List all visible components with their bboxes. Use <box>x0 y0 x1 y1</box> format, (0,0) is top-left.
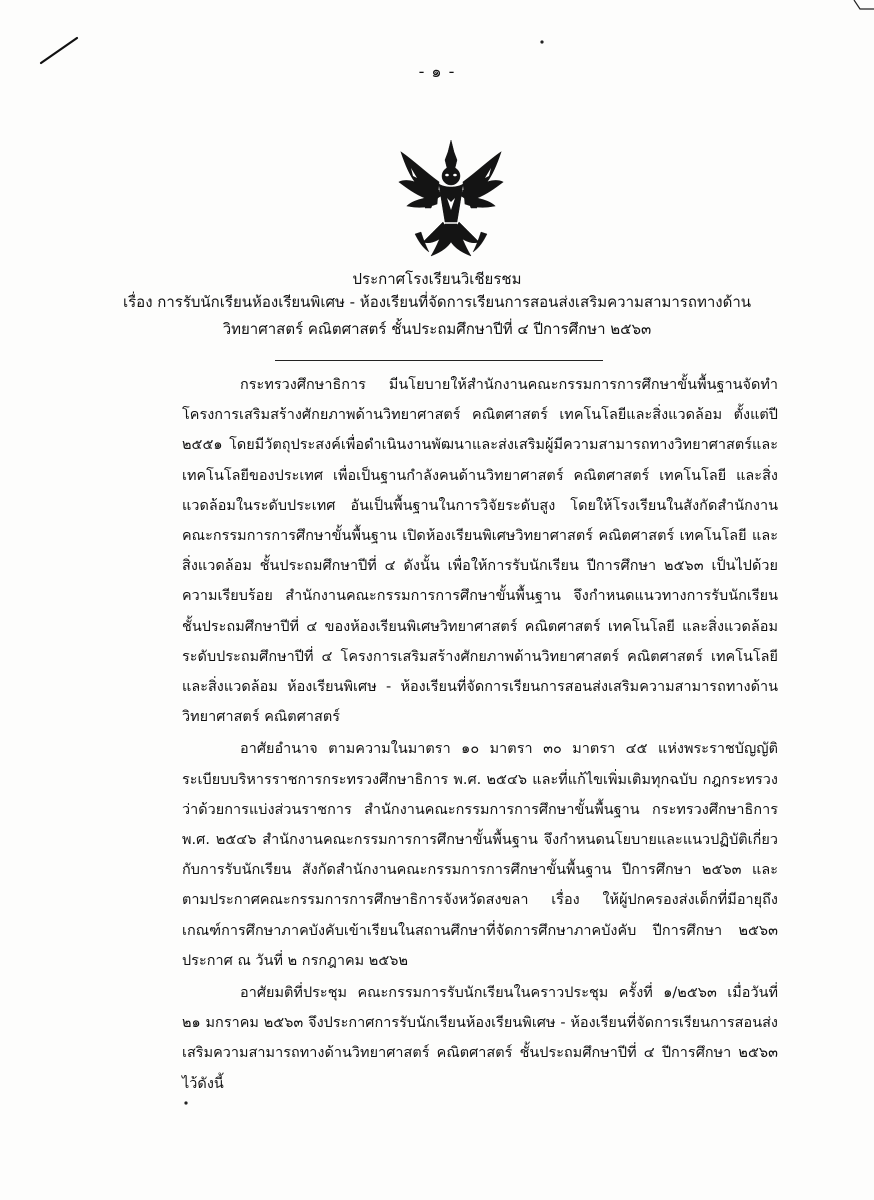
garuda-emblem-icon <box>395 138 507 260</box>
paragraph: อาศัยอำนาจ ตามความในมาตรา ๑๐ มาตรา ๓๐ มาตรา ๔๕ แห่งพระราชบัญญัติระเบียบบริหารราชการกระทรวงศึกษาธิการ พ.ศ. ๒๕๔๖ และที่แก้ไขเพิ่มเติมทุกฉบับ กฎกระทรวงว่าด้วยการแบ่งส่วนราชการ สำนักงานคณะกรรมการการศึกษาขั้นพื้นฐาน กระทรวงศึกษาธิการ พ.ศ. ๒๕๔๖ สำนักงานคณะกรรมการการศึกษาขั้นพื้นฐาน จึงกำหนดนโยบายและแนวปฏิบัติเกี่ยวกับการรับนักเรียน สังกัดสำนักงานคณะกรรมการการศึกษาขั้นพื้นฐาน ปีการศึกษา ๒๕๖๓ และตามประกาศคณะกรรมการการศึกษาธิการจังหวัดสงขลา เรื่อง ให้ผู้ปกครองส่งเด็กที่มีอายุถึงเกณฑ์การศึกษาภาคบังคับเข้าเรียนในสถานศึกษาที่จัดการศึกษาภาคบังคับ ปีการศึกษา ๒๕๖๓ ประกาศ ณ วันที่ ๒ กรกฎาคม ๒๕๖๒ <box>182 741 778 969</box>
corner-artifact <box>850 0 874 16</box>
announcement-body <box>182 370 778 1099</box>
paragraph: อาศัยมติที่ประชุม คณะกรรมการรับนักเรียนในคราวประชุม ครั้งที่ ๑/๒๕๖๓ เมื่อวันที่ ๒๑ มกราคม ๒๕๖๓ จึงประกาศการรับนักเรียนห้องเรียนพิเศษ - ห้องเรียนที่จัดการเรียนการสอนส่งเสริมความสามารถทางด้านวิทยาศาสตร์ คณิตศาสตร์ ชั้นประถมศึกษาปีที่ ๔ ปีการศึกษา ๒๕๖๓ ไว้ดังนี้ <box>182 985 778 1092</box>
announcement-subject-line: วิทยาศาสตร์ คณิตศาสตร์ ชั้นประถมศึกษาปีที่ ๔ ปีการศึกษา ๒๕๖๓ <box>222 320 652 338</box>
scan-dot <box>539 39 545 45</box>
page-number: - ๑ - <box>418 62 456 81</box>
scan-dot <box>183 1100 189 1106</box>
announcement-organization: ประกาศโรงเรียนวิเชียรชม <box>352 270 522 288</box>
header-divider <box>275 360 603 361</box>
paragraph: กระทรวงศึกษาธิการ มีนโยบายให้สำนักงานคณะกรรมการการศึกษาขั้นพื้นฐานจัดทำโครงการเสริมสร้างศักยภาพด้านวิทยาศาสตร์ คณิตศาสตร์ เทคโนโลยีและสิ่งแวดล้อม ตั้งแต่ปี ๒๕๕๑ โดยมีวัตถุประสงค์เพื่อดำเนินงานพัฒนาและส่งเสริมผู้มีความสามารถทางวิทยาศาสตร์และเทคโนโลยีของประเทศ เพื่อเป็นฐานกำลังคนด้านวิทยาศาสตร์ คณิตศาสตร์ เทคโนโลยี และสิ่งแวดล้อมในระดับประเทศ อันเป็นพื้นฐานในการวิจัยระดับสูง โดยให้โรงเรียนในสังกัดสำนักงานคณะกรรมการการศึกษาขั้นพื้นฐาน เปิดห้องเรียนพิเศษวิทยาศาสตร์ คณิตศาสตร์ เทคโนโลยี และสิ่งแวดล้อม ชั้นประถมศึกษาปีที่ ๔ ดังนั้น เพื่อให้การรับนักเรียน ปีการศึกษา ๒๕๖๓ เป็นไปด้วยความเรียบร้อย สำนักงานคณะกรรมการการศึกษาขั้นพื้นฐาน จึงกำหนดแนวทางการรับนักเรียนชั้นประถมศึกษาปีที่ ๔ ของห้องเรียนพิเศษวิทยาศาสตร์ คณิตศาสตร์ เทคโนโลยี และสิ่งแวดล้อม ระดับประถมศึกษาปีที่ ๔ โครงการเสริมสร้างศักยภาพด้านวิทยาศาสตร์ คณิตศาสตร์ เทคโนโลยี และสิ่งแวดล้อม ห้องเรียนพิเศษ - ห้องเรียนที่จัดการเรียนการสอนส่งเสริมความสามารถทางด้านวิทยาศาสตร์ คณิตศาสตร์ <box>182 377 778 726</box>
announcement-subject-line: เรื่อง การรับนักเรียนห้องเรียนพิเศษ - ห้องเรียนที่จัดการเรียนการสอนส่งเสริมความสามารถทางด้าน <box>123 293 751 311</box>
